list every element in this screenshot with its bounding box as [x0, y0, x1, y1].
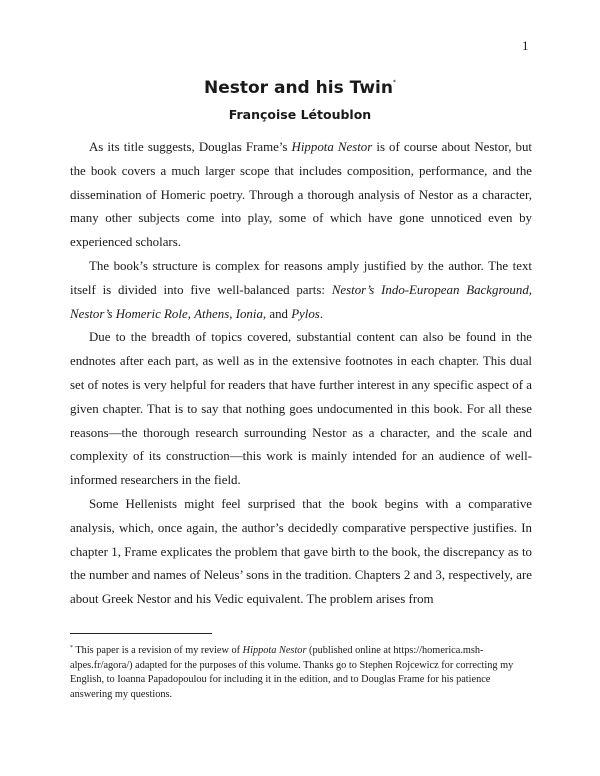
text-run: The book’s structure is complex for reasons amply justified by the author. The text itself is divided into five well-balanced parts: [70, 258, 532, 297]
part-title-italic: Nestor’s Indo-European Background [331, 282, 529, 297]
part-title-italic: Pylos [291, 306, 320, 321]
footnote [70, 641, 532, 702]
text-run: (published online at https://homerica.msh-alpes.fr/agora/) adapted for the purposes of this volume. Thanks go to Stephen Rojcewicz for correcting my English, to Ioanna Papadopoulou for including it in the edition, and to Douglas Frame for his patience answering my questions. [70, 645, 514, 700]
book-title-italic: Hippota Nestor [291, 140, 373, 154]
text-run: . [319, 306, 324, 321]
footnote-separator [70, 633, 212, 634]
text-run: As its title suggests, Douglas Frame’s [89, 140, 292, 154]
title-footnote-marker[interactable]: * [392, 79, 396, 86]
part-title-italic: Ionia [235, 306, 263, 321]
part-title-italic: Athens [194, 306, 230, 321]
document-title [0, 78, 600, 98]
body-text [70, 136, 532, 612]
paragraph-1 [70, 136, 532, 255]
paragraph-4: Some Hellenists might feel surprised that the book begins with a comparative analysis, which, once again, the author’s decidedly comparative perspective justifies. In chapter 1, Frame explicates the problem that gave birth to the book, the discrepancy as to the number and names of Neleus’ sons in the tradition. Chapters 2 and 3, respectively, are about Greek Nestor and his Vedic equivalent. The problem arises from [70, 496, 532, 607]
book-title-italic: Hippota Nestor [242, 645, 307, 656]
author-name: Françoise Létoublon [228, 107, 372, 122]
paragraph-3: Due to the breadth of topics covered, substantial content can also be found in the endnotes after each part, as well as in the extensive footnotes in each chapter. This dual set of notes is very helpful for readers that have further interest in any specific aspect of a given chapter. That is to say that nothing goes undocumented in this book. For all these reasons—the thorough research surrounding Nestor as a character, and the scale and complexity of its construction—this work is mainly intended for an audience of well-informed researchers in the field. [70, 330, 532, 488]
text-run: , and [262, 306, 292, 321]
footnote-marker: * [70, 645, 73, 651]
page-number: 1 [522, 38, 529, 53]
text-run: , [528, 282, 532, 297]
text-run: , [187, 306, 195, 321]
text-run: is of course about Nestor, but the book covers a much larger scope that includes composition, performance, and the dissemination of Homeric poetry. Through a thorough analysis of Nestor as a character, many other subjects come into play, some of which have gone unnoticed even by experienced scholars. [70, 140, 532, 250]
part-title-italic: Nestor’s Homeric Role [70, 306, 188, 321]
title-text: Nestor and his Twin [204, 78, 393, 98]
text-run: This paper is a revision of my review of [73, 645, 243, 656]
paragraph-2 [70, 255, 532, 326]
text-run: , [229, 306, 236, 321]
